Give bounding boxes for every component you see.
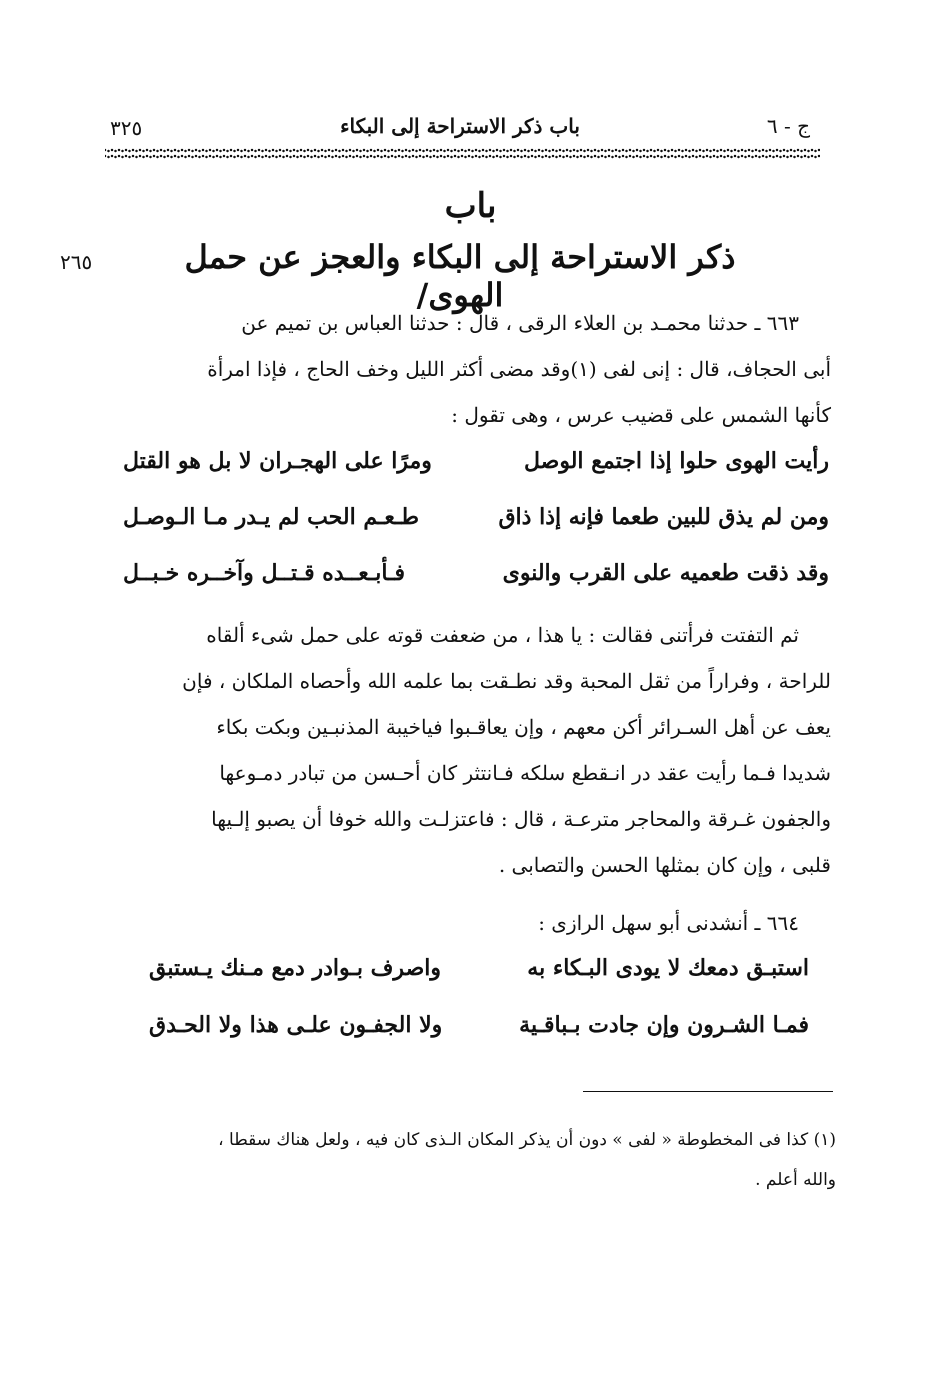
verse-second-hemistich: طـعـم الحب لم يـدر مـا الـوصـل <box>123 504 420 530</box>
verse-first-hemistich: فمـا الشـرون وإن جادت بـباقـية <box>519 1012 809 1038</box>
verse-line <box>123 448 829 496</box>
chapter-title: ذكر الاستراحة إلى البكاء والعجز عن حمل الهوى/ <box>184 238 736 314</box>
running-header-title: باب ذكر الاستراحة إلى البكاء <box>340 114 580 138</box>
verse-first-hemistich: وقد ذقت طعميه على القرب والنوى <box>502 560 829 586</box>
narration-664 <box>109 900 831 946</box>
verse-line <box>149 1012 809 1060</box>
page-number: ٣٢٥ <box>110 116 143 140</box>
footnote-line: والله أعلم . <box>755 1170 836 1190</box>
verse-first-hemistich: ومن لم يذق للبين طعما فإنه إذا ذاق <box>498 504 829 530</box>
footnote-separator <box>583 1091 833 1092</box>
text-line: ثم التفتت فرأتنى فقالت : يا هذا ، من ضعفت قوته على حمل شىء ألقاه <box>206 623 799 647</box>
verse-first-hemistich: رأيت الهوى حلوا إذا اجتمع الوصل <box>524 448 829 474</box>
ornamental-rule <box>105 148 820 160</box>
text-line: للراحة ، وفراراً من ثقل المحبة وقد نطـقت بما علمه الله وأحصاه الملكان ، فإن <box>182 669 831 693</box>
volume-marker: ج - ٦ <box>766 114 810 138</box>
text-line: أبى الحجاف، قال : إنى لفى (١)وقد مضى أكثر الليل وخف الحاج ، فإذا امرأة <box>207 357 831 381</box>
verse-first-hemistich: استبـق دمعك لا يودى البـكاء به <box>527 955 809 981</box>
verse-second-hemistich: ومرًا على الهجـران لا بل هو القتل <box>123 448 432 474</box>
text-line: قلبى ، وإن كان بمثلها الحسن والتصابى . <box>498 853 831 877</box>
verse-line <box>123 504 829 552</box>
text-line: شديدا فـما رأيت عقد در انـقطع سلكه فـانتثر كان أحـسن من تبادر دمـوعها <box>219 761 831 785</box>
text-line: ٦٦٤ ـ أنشدنى أبو سهل الرازى : <box>538 911 799 935</box>
text-line: ٦٦٣ ـ حدثنا محمـد بن العلاء الرقى ، قال : حدثنا العباس بن تميم عن <box>241 311 799 335</box>
text-line: يعف عن أهل السـرائر أكن معهم ، وإن يعاقـبوا فياخيبة المذنبـين وبكت بكاء <box>216 715 831 739</box>
continuation-paragraph <box>109 612 831 888</box>
footnote <box>106 1120 836 1200</box>
verse-second-hemistich: فـأبـعــده قـتــل وآخــره خـبــل <box>123 560 406 586</box>
narration-663 <box>109 300 831 438</box>
verse-line <box>123 560 829 608</box>
text-line: كأنها الشمس على قضيب عرس ، وهى تقول : <box>451 403 831 427</box>
chapter-label: باب <box>444 186 497 226</box>
text-line: والجفون غـرقة والمحاجر مترعـة ، قال : فاعتزلـت والله خوفا أن يصبو إلـيها <box>211 807 831 831</box>
verse-line <box>149 955 809 1003</box>
verse-second-hemistich: واصرف بـوادر دمع مـنك يـستبق <box>149 955 441 981</box>
running-header <box>100 112 820 148</box>
margin-folio-number: ٢٦٥ <box>60 250 93 274</box>
footnote-line: (١) كذا فى المخطوطة « لفى » دون أن يذكر المكان الـذى كان فيه ، ولعل هناك سقطا ، <box>218 1130 836 1150</box>
verse-second-hemistich: ولا الجفـون علـى هذا ولا الحـدق <box>149 1012 443 1038</box>
